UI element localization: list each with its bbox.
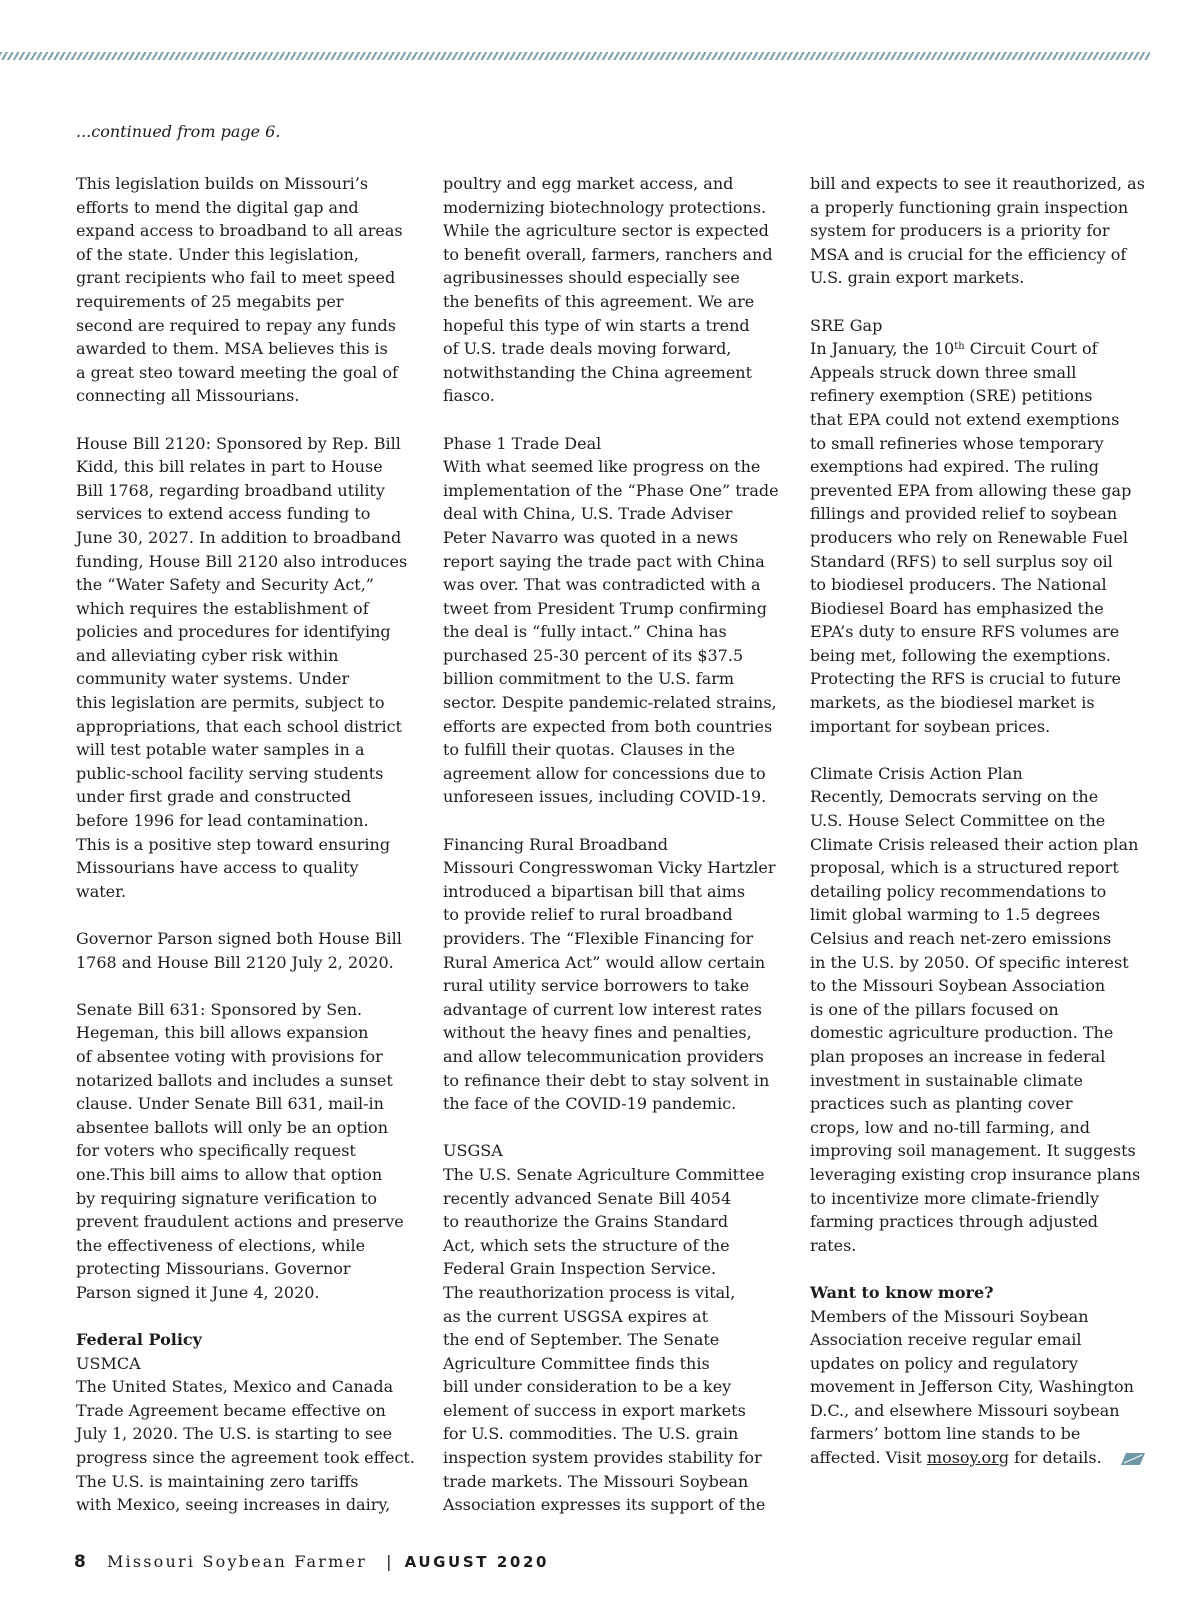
text-line: inspection system provides stability for xyxy=(443,1448,762,1468)
text-line: system for producers is a priority for xyxy=(810,221,1110,241)
text-line: funding, House Bill 2120 also introduces xyxy=(76,551,408,571)
text-line: unforeseen issues, including COVID-19. xyxy=(443,787,767,807)
heading-climate-crisis-action-plan: Climate Crisis Action Plan xyxy=(810,763,1023,783)
paragraph-broadband xyxy=(76,172,406,408)
paragraph-house-bill-2120 xyxy=(76,432,406,904)
text-line: sector. Despite pandemic-related strains, xyxy=(443,693,777,713)
text-line: leveraging existing crop insurance plans xyxy=(810,1164,1141,1184)
text-line: for U.S. commodities. The U.S. grain xyxy=(443,1424,739,1444)
text-line: Governor Parson signed both House Bill xyxy=(76,929,402,948)
text-line: limit global warming to 1.5 degrees xyxy=(810,905,1101,925)
text-line: under first grade and constructed xyxy=(76,787,352,807)
continued-note: ...continued from page 6. xyxy=(76,122,281,141)
text-line: for voters who specifically request xyxy=(76,1141,356,1161)
text-line: to provide relief to rural broadband xyxy=(443,905,733,925)
heading-usgsa: USGSA xyxy=(443,1141,503,1161)
text-line: and alleviating cyber risk within xyxy=(76,645,339,665)
text-line: advantage of current low interest rates xyxy=(443,999,762,1019)
text-line: fiasco. xyxy=(443,386,495,406)
text-line: progress since the agreement took effect. xyxy=(76,1448,415,1468)
paragraph-climate xyxy=(810,785,1155,1257)
text-line: purchased 25-30 percent of its $37.5 xyxy=(443,645,744,665)
text-line: rural utility service borrowers to take xyxy=(443,976,750,996)
magazine-title: Missouri Soybean Farmer xyxy=(106,1552,368,1571)
text-line: as the current USGSA expires at xyxy=(443,1306,709,1326)
text-line: investment in sustainable climate xyxy=(810,1070,1083,1090)
text-line: fillings and provided relief to soybean xyxy=(810,504,1118,524)
column-2 xyxy=(443,172,783,1540)
text-line: detailing policy recommendations to xyxy=(810,881,1107,901)
text-line: Hegeman, this bill allows expansion xyxy=(76,1023,369,1043)
text-line: in the U.S. by 2050. Of specific interest xyxy=(810,952,1129,972)
text-line: to the Missouri Soybean Association xyxy=(810,976,1106,996)
text-line: appropriations, that each school district xyxy=(76,716,402,736)
text-line: notwithstanding the China agreement xyxy=(443,362,753,382)
text-line: U.S. grain export markets. xyxy=(810,268,1025,288)
text-line: and allow telecommunication providers xyxy=(443,1046,764,1066)
text-line: notarized ballots and includes a sunset xyxy=(76,1070,393,1090)
text-line: the face of the COVID-19 pandemic. xyxy=(443,1094,737,1114)
text-line: billion commitment to the U.S. farm xyxy=(443,669,735,689)
text-line: agreement allow for concessions due to xyxy=(443,763,766,783)
section-financing xyxy=(443,833,783,1116)
text-line: is one of the pillars focused on xyxy=(810,999,1059,1019)
text-line: efforts are expected from both countries xyxy=(443,716,773,736)
text-line: Appeals struck down three small xyxy=(810,362,1077,382)
text-line: without the heavy fines and penalties, xyxy=(443,1023,752,1043)
text-line: Agriculture Committee finds this xyxy=(443,1353,710,1373)
text-line: of the state. Under this legislation, xyxy=(76,244,359,264)
text-line: this legislation are permits, subject to xyxy=(76,693,385,713)
issue-date: AUGUST 2020 xyxy=(404,1553,550,1571)
text-line: 1768 and House Bill 2120 July 2, 2020. xyxy=(76,952,394,972)
text-line: grant recipients who fail to meet speed xyxy=(76,268,396,288)
text-line: crops, low and no-till farming, and xyxy=(810,1117,1090,1137)
text-line: to biodiesel producers. The National xyxy=(810,575,1107,595)
text-line: The reauthorization process is vital, xyxy=(443,1282,736,1302)
text-line: by requiring signature verification to xyxy=(76,1188,377,1208)
text-line: bill and expects to see it reauthorized, as xyxy=(810,174,1145,193)
column-1 xyxy=(76,172,415,1540)
text-line: Peter Navarro was quoted in a news xyxy=(443,527,739,547)
last-line: affected. Visit mosoy.org for details. xyxy=(810,1446,1155,1470)
text-line: clause. Under Senate Bill 631, mail-in xyxy=(76,1094,384,1114)
text-line: policies and procedures for identifying xyxy=(76,622,391,642)
text-line: markets, as the biodiesel market is xyxy=(810,693,1095,713)
text-line: rates. xyxy=(810,1235,857,1255)
text-line: EPA’s duty to ensure RFS volumes are xyxy=(810,622,1120,642)
text-line: While the agriculture sector is expected xyxy=(443,221,769,241)
top-decorative-band xyxy=(0,52,1150,60)
text-line: prevented EPA from allowing these gap xyxy=(810,480,1132,500)
paragraph-usgsa-cont xyxy=(810,172,1155,290)
heading-financing-rural-broadband: Financing Rural Broadband xyxy=(443,834,668,854)
text-line: community water systems. Under xyxy=(76,669,350,689)
heading-want-to-know-more: Want to know more? xyxy=(810,1282,994,1302)
text-line: which requires the establishment of xyxy=(76,598,369,618)
footer-separator: | xyxy=(386,1552,392,1571)
text-line: U.S. House Select Committee on the xyxy=(810,811,1106,831)
text-line: Missourians have access to quality xyxy=(76,858,359,878)
mosoy-link[interactable]: mosoy.org xyxy=(926,1448,1010,1468)
text-line: requirements of 25 megabits per xyxy=(76,291,344,311)
text-line: This is a positive step toward ensuring xyxy=(76,834,391,854)
section-federal-policy xyxy=(76,1328,415,1517)
text-line: June 30, 2027. In addition to broadband xyxy=(76,527,402,547)
text-line: being met, following the exemptions. xyxy=(810,645,1112,665)
text-line: to small refineries whose temporary xyxy=(810,433,1104,453)
text-line: improving soil management. It suggests xyxy=(810,1141,1136,1161)
text-line: Missouri Congresswoman Vicky Hartzler xyxy=(443,858,776,878)
text-line: The United States, Mexico and Canada xyxy=(76,1377,394,1397)
text-line: to incentivize more climate-friendly xyxy=(810,1188,1100,1208)
paragraph-usmca xyxy=(76,1375,415,1517)
leaf-end-mark-icon xyxy=(1120,1452,1146,1466)
text-line: Association receive regular email xyxy=(810,1330,1082,1350)
text-line: exemptions had expired. The ruling xyxy=(810,457,1099,477)
text-line: deal with China, U.S. Trade Adviser xyxy=(443,504,733,524)
paragraph-sre-gap xyxy=(810,361,1155,739)
paragraph-governor-signed xyxy=(76,927,406,974)
text-line: protecting Missourians. Governor xyxy=(76,1259,351,1279)
paragraph-senate-bill-631 xyxy=(76,998,406,1305)
text-line: D.C., and elsewhere Missouri soybean xyxy=(810,1400,1120,1420)
text-line: awarded to them. MSA believes this is xyxy=(76,339,388,359)
text-line: the deal is “fully intact.” China has xyxy=(443,622,727,642)
text-line: farming practices through adjusted xyxy=(810,1212,1099,1232)
heading-phase-1-trade-deal: Phase 1 Trade Deal xyxy=(443,433,602,453)
text-line: plan proposes an increase in federal xyxy=(810,1046,1106,1066)
text-line: Association expresses its support of the xyxy=(443,1495,766,1515)
text-line: Kidd, this bill relates in part to House xyxy=(76,457,383,477)
paragraph-usmca-cont xyxy=(443,172,783,408)
text-line: water. xyxy=(76,881,127,901)
text-line: important for soybean prices. xyxy=(810,716,1051,736)
text-line: of absentee voting with provisions for xyxy=(76,1046,383,1066)
text-line: The U.S. is maintaining zero tariffs xyxy=(76,1471,359,1491)
text-line: updates on policy and regulatory xyxy=(810,1353,1078,1373)
text-line: MSA and is crucial for the efficiency of xyxy=(810,244,1127,264)
page-number: 8 xyxy=(74,1552,86,1572)
text-line: element of success in export markets xyxy=(443,1400,746,1420)
text-line: services to extend access funding to xyxy=(76,504,371,524)
text-line: Bill 1768, regarding broadband utility xyxy=(76,480,385,500)
text-line: providers. The “Flexible Financing for xyxy=(443,929,754,948)
text-line: the end of September. The Senate xyxy=(443,1330,720,1350)
section-usgsa xyxy=(443,1139,783,1517)
text-line: will test potable water samples in a xyxy=(76,740,365,760)
text-line: Standard (RFS) to sell surplus soy oil xyxy=(810,551,1113,571)
text-line: absentee ballots will only be an option xyxy=(76,1117,388,1137)
text-line: before 1996 for lead contamination. xyxy=(76,811,369,831)
page-footer xyxy=(74,1552,549,1578)
text-line: hopeful this type of win starts a trend xyxy=(443,315,750,335)
text-line: domestic agriculture production. The xyxy=(810,1023,1114,1043)
text-line: second are required to repay any funds xyxy=(76,315,396,335)
text-line: report saying the trade pact with China xyxy=(443,551,765,571)
heading-sre-gap: SRE Gap xyxy=(810,315,883,335)
text-line: public-school facility serving students xyxy=(76,763,384,783)
text-line: to reauthorize the Grains Standard xyxy=(443,1212,729,1232)
text-line: was over. That was contradicted with a xyxy=(443,575,761,595)
text-line: the “Water Safety and Security Act,” xyxy=(76,575,374,595)
text-line: Celsius and reach net-zero emissions xyxy=(810,929,1112,948)
text-line: recently advanced Senate Bill 4054 xyxy=(443,1188,732,1208)
text-line: bill under consideration to be a key xyxy=(443,1377,732,1397)
section-climate xyxy=(810,762,1155,1257)
text-line: Senate Bill 631: Sponsored by Sen. xyxy=(76,999,363,1019)
text-line: movement in Jefferson City, Washington xyxy=(810,1377,1134,1397)
text-line: House Bill 2120: Sponsored by Rep. Bill xyxy=(76,433,401,453)
text-line: Recently, Democrats serving on the xyxy=(810,787,1099,807)
text-line: tweet from President Trump confirming xyxy=(443,598,767,618)
paragraph-more xyxy=(810,1305,1155,1447)
text-line: Rural America Act” would allow certain xyxy=(443,952,766,972)
text-line: of U.S. trade deals moving forward, xyxy=(443,339,732,359)
section-sre-gap xyxy=(810,314,1155,739)
text-line: July 1, 2020. The U.S. is starting to see xyxy=(76,1424,393,1444)
text-line: Parson signed it June 4, 2020. xyxy=(76,1282,320,1302)
text-line: Members of the Missouri Soybean xyxy=(810,1306,1089,1326)
text-line: that EPA could not extend exemptions xyxy=(810,409,1120,429)
text-line: to benefit overall, farmers, ranchers and xyxy=(443,244,773,264)
text-line: farmers’ bottom line stands to be xyxy=(810,1424,1081,1444)
text-line: prevent fraudulent actions and preserve xyxy=(76,1212,404,1232)
text-line: agribusinesses should especially see xyxy=(443,268,740,288)
text-line: to refinance their debt to stay solvent in xyxy=(443,1070,770,1090)
text-line: with Mexico, seeing increases in dairy, xyxy=(76,1495,391,1515)
text-line: modernizing biotechnology protections. xyxy=(443,197,767,217)
text-line: trade markets. The Missouri Soybean xyxy=(443,1471,749,1491)
column-3 xyxy=(810,172,1155,1493)
paragraph-usgsa xyxy=(443,1163,783,1517)
text-line: Federal Grain Inspection Service. xyxy=(443,1259,717,1279)
text-line: introduced a bipartisan bill that aims xyxy=(443,881,746,901)
superscript-th: th xyxy=(954,341,965,353)
section-phase-1 xyxy=(443,432,783,810)
text-line: This legislation builds on Missouri’s xyxy=(76,174,369,193)
text-line: Trade Agreement became effective on xyxy=(76,1400,386,1420)
text-line: producers who rely on Renewable Fuel xyxy=(810,527,1128,547)
text-line: Act, which sets the structure of the xyxy=(443,1235,730,1255)
text-line: Climate Crisis released their action plan xyxy=(810,834,1139,854)
section-want-to-know-more xyxy=(810,1281,1155,1470)
text-line: a great steo toward meeting the goal of xyxy=(76,362,398,382)
heading-federal-policy: Federal Policy xyxy=(76,1330,202,1350)
text-line: connecting all Missourians. xyxy=(76,386,300,406)
text-line: to fulfill their quotas. Clauses in the xyxy=(443,740,735,760)
text-line: efforts to mend the digital gap and xyxy=(76,197,359,217)
text-line: Biodiesel Board has emphasized the xyxy=(810,598,1104,618)
text-line: expand access to broadband to all areas xyxy=(76,221,403,241)
paragraph-financing xyxy=(443,856,783,1116)
text-line: proposal, which is a structured report xyxy=(810,858,1119,878)
sre-first-line: In January, the 10th Circuit Court of xyxy=(810,339,1098,359)
text-line: The U.S. Senate Agriculture Committee xyxy=(443,1164,765,1184)
text-line: practices such as planting cover xyxy=(810,1094,1073,1114)
text-line: the benefits of this agreement. We are xyxy=(443,291,755,311)
text-line: one.This bill aims to allow that option xyxy=(76,1164,383,1184)
text-line: implementation of the “Phase One” trade xyxy=(443,480,779,500)
text-line: a properly functioning grain inspection xyxy=(810,197,1129,217)
text-line: the effectiveness of elections, while xyxy=(76,1235,366,1255)
text-line: With what seemed like progress on the xyxy=(443,457,761,477)
text-line: Protecting the RFS is crucial to future xyxy=(810,669,1121,689)
text-line: refinery exemption (SRE) petitions xyxy=(810,386,1093,406)
heading-usmca: USMCA xyxy=(76,1353,141,1373)
text-line: poultry and egg market access, and xyxy=(443,174,734,193)
paragraph-phase-1 xyxy=(443,455,783,809)
